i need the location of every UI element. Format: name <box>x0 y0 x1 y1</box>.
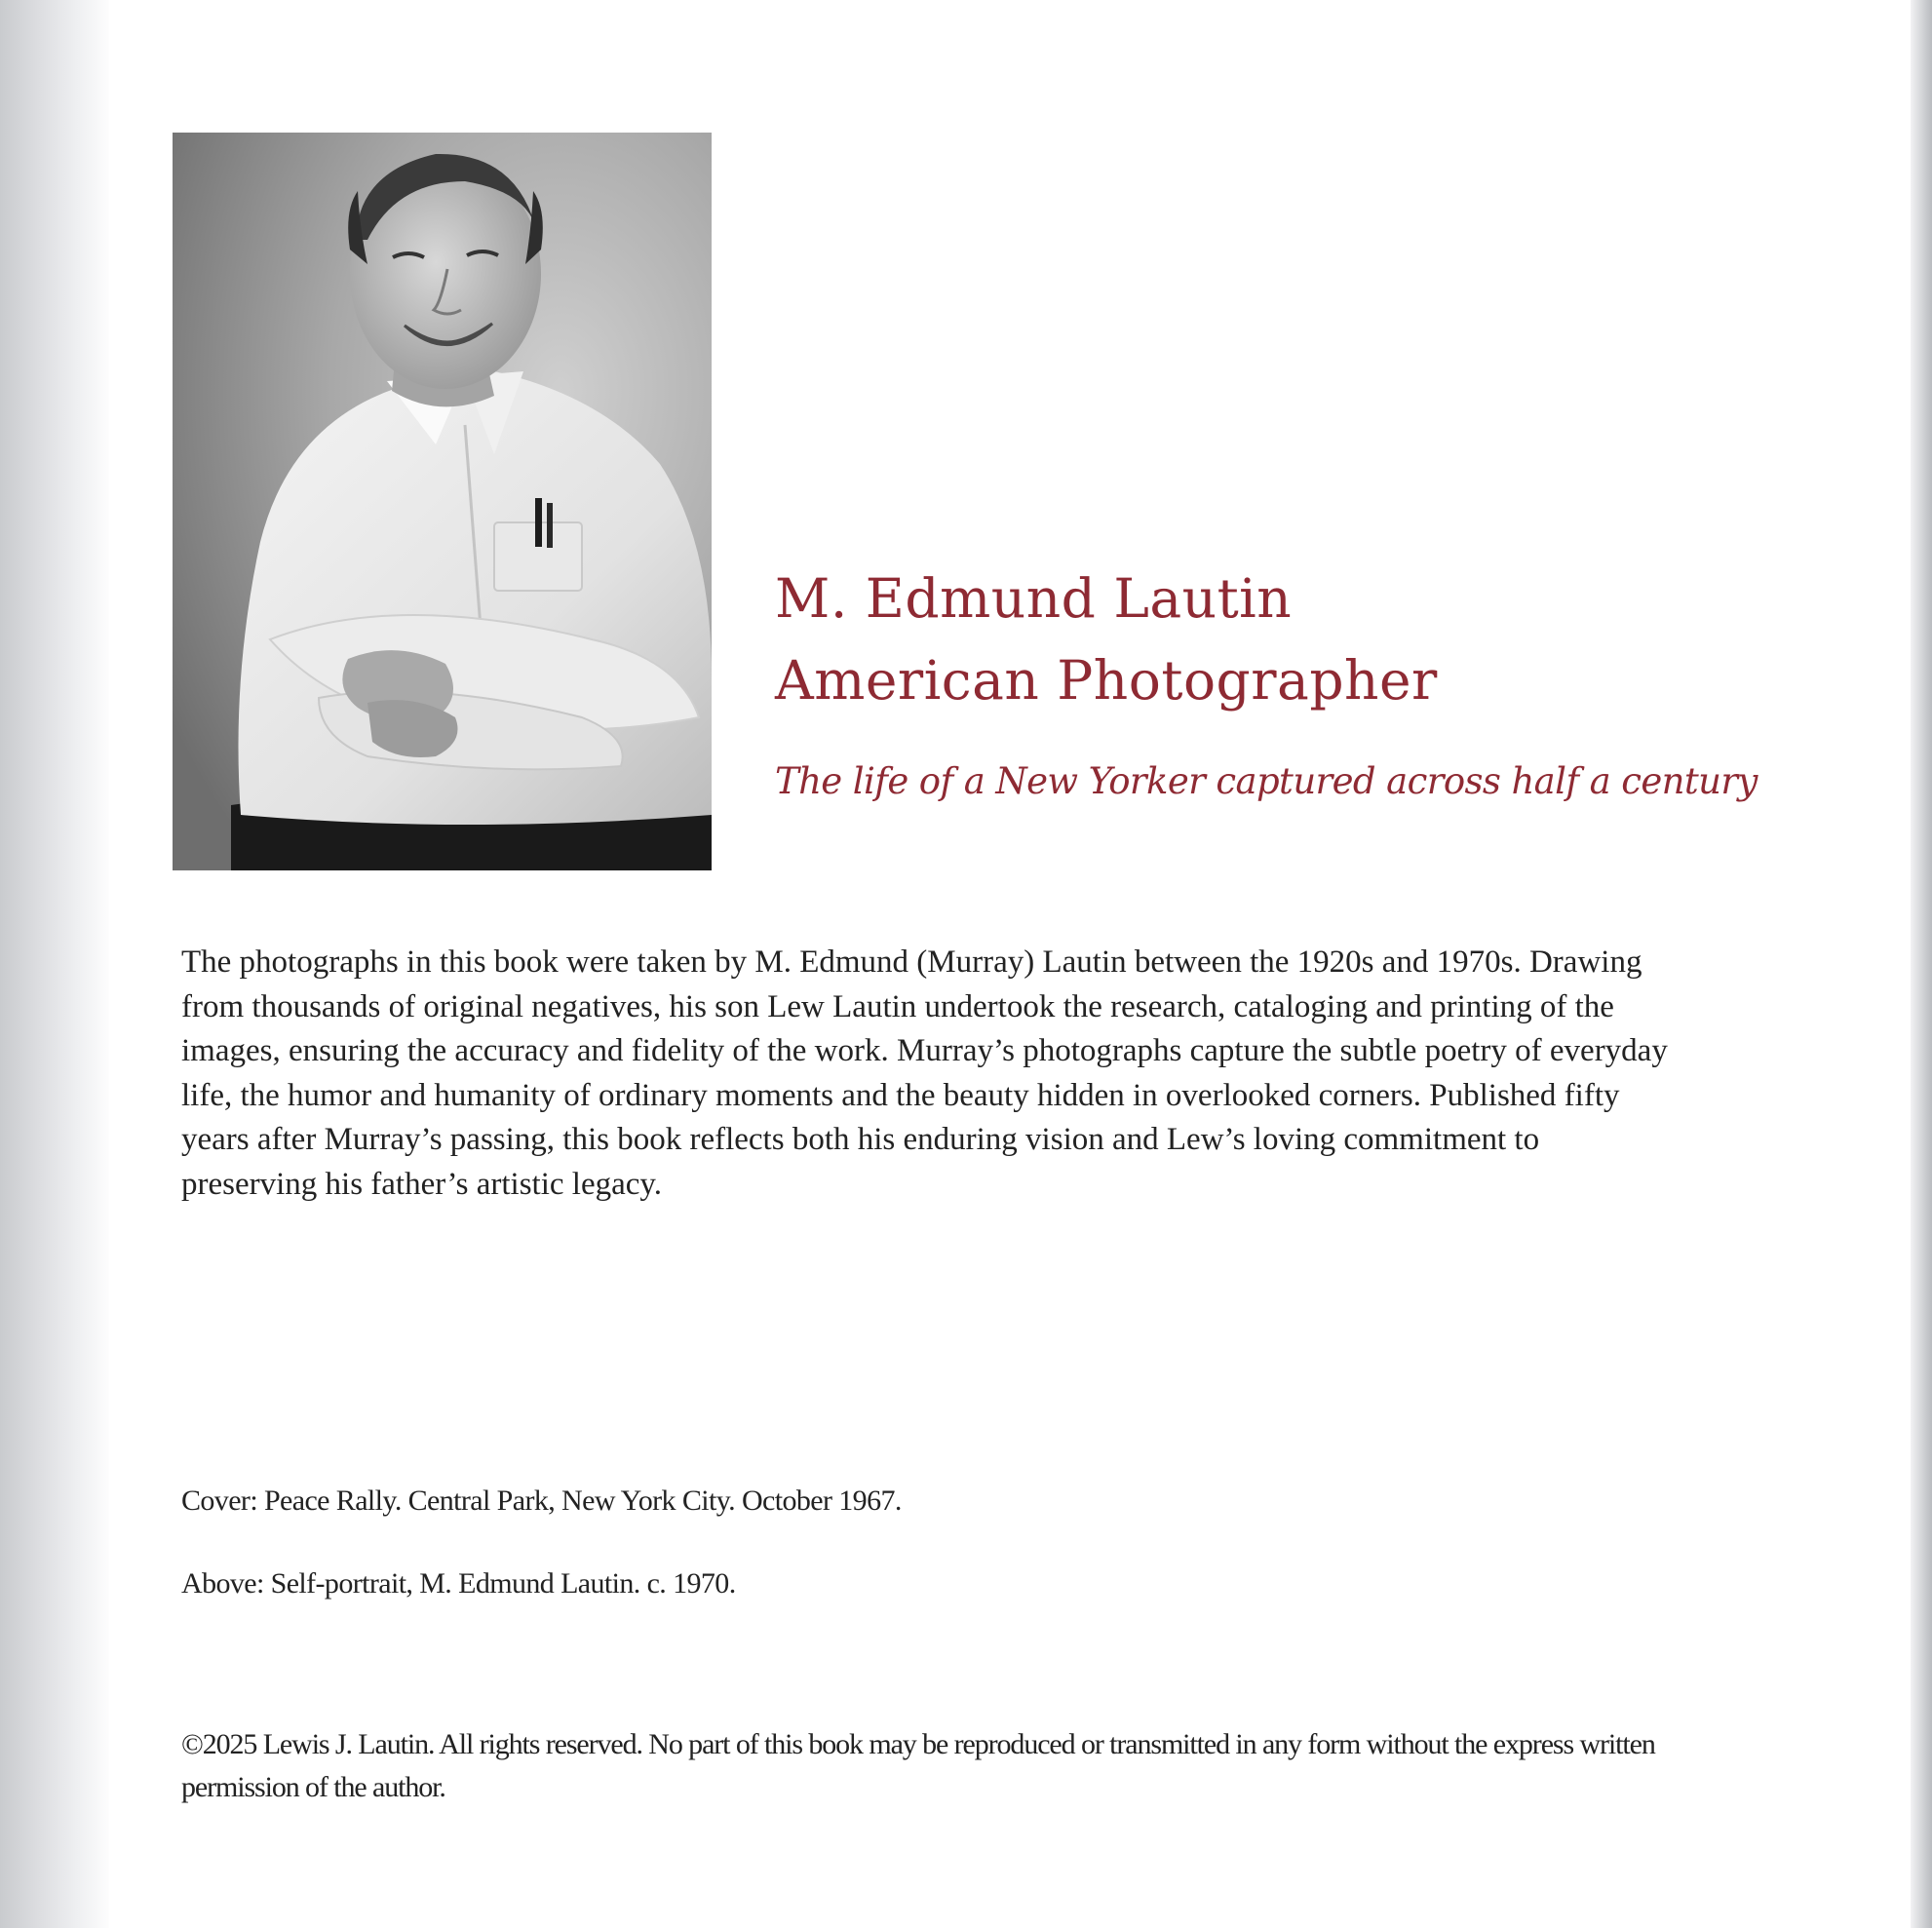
portrait-illustration <box>173 133 712 870</box>
author-name: M. Edmund Lautin <box>775 567 1293 630</box>
author-heading <box>775 558 1896 721</box>
bio-paragraph: The photographs in this book were taken by M. Edmund (Murray) Lautin between the 1920s and 1970s. Drawing from thousands of original negatives, his son Lew Lautin undertook the research, cataloging and printing of the images, ensuring the accuracy and fidelity of the work. Murray’s photographs capture the subtle poetry of everyday life, the humor and humanity of ordinary moments and the beauty hidden in overlooked corners. Published fifty years after Murray’s passing, this book reflects both his enduring vision and Lew’s loving commitment to preserving his father’s artistic legacy. <box>181 945 1668 1202</box>
portrait-caption: Above: Self-portrait, M. Edmund Lautin. c. 1970. <box>181 1567 736 1600</box>
cover-caption: Cover: Peace Rally. Central Park, New York City. October 1967. <box>181 1485 902 1517</box>
page-gutter-left <box>0 0 109 1928</box>
portrait-photo <box>173 133 712 870</box>
author-role: American Photographer <box>775 649 1438 712</box>
copyright-notice: ©2025 Lewis J. Lautin. All rights reserved. No part of this book may be reproduced or transmitted in any form without the express written permission of the author. <box>181 1728 1655 1803</box>
page-gutter-right <box>1911 0 1932 1928</box>
book-tagline: The life of a New Yorker captured across half a century <box>775 760 1758 802</box>
